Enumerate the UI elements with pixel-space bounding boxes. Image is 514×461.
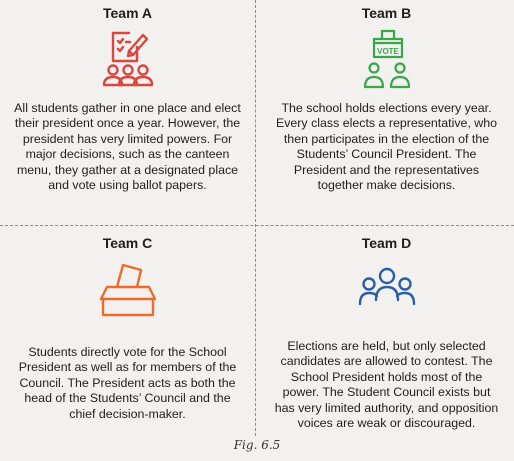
horizontal-dashed-divider <box>0 225 514 226</box>
team-a-icon-wrap <box>0 25 255 95</box>
vote-label: VOTE <box>376 47 399 56</box>
team-a-description: All students gather in one place and elect their president once a year. However, the president has very limited powers. For major decisions, such as the canteen menu, they gather at a designated place and vote using ballot papers. <box>14 101 241 193</box>
team-b-title: Team B <box>361 5 412 21</box>
team-d-description: Elections are held, but only selected candidates are allowed to contest. The School President holds most of the power. The Student Council exists but has very limited authority, and opposition voices are weak or discouraged. <box>274 339 499 431</box>
team-c-icon-wrap <box>0 255 255 325</box>
vertical-dashed-divider <box>255 0 256 436</box>
group-of-people-icon <box>352 260 422 320</box>
ballot-box-icon <box>93 257 163 323</box>
team-d-icon-wrap <box>259 255 514 325</box>
team-a-title: Team A <box>102 5 152 21</box>
team-b-panel <box>259 0 514 193</box>
team-d-title: Team D <box>361 235 412 251</box>
team-c-description: Students directly vote for the School President as well as for members of the Council. The President acts as both the head of the Students’ Council and the chief decision-maker. <box>18 345 237 421</box>
team-b-description: The school holds elections every year. Every class elects a representative, who then participates in the election of the Students’ Council President. The President and the representatives together make decisions. <box>275 101 498 193</box>
figure-caption: Fig. 6.5 <box>233 438 281 452</box>
team-b-icon-wrap <box>259 25 514 95</box>
ballot-paper-voters-icon <box>93 27 163 93</box>
team-c-title: Team C <box>102 235 153 251</box>
team-d-panel <box>259 230 514 431</box>
team-c-panel <box>0 230 255 422</box>
vote-box-representatives-icon <box>352 27 422 93</box>
team-a-panel <box>0 0 255 193</box>
